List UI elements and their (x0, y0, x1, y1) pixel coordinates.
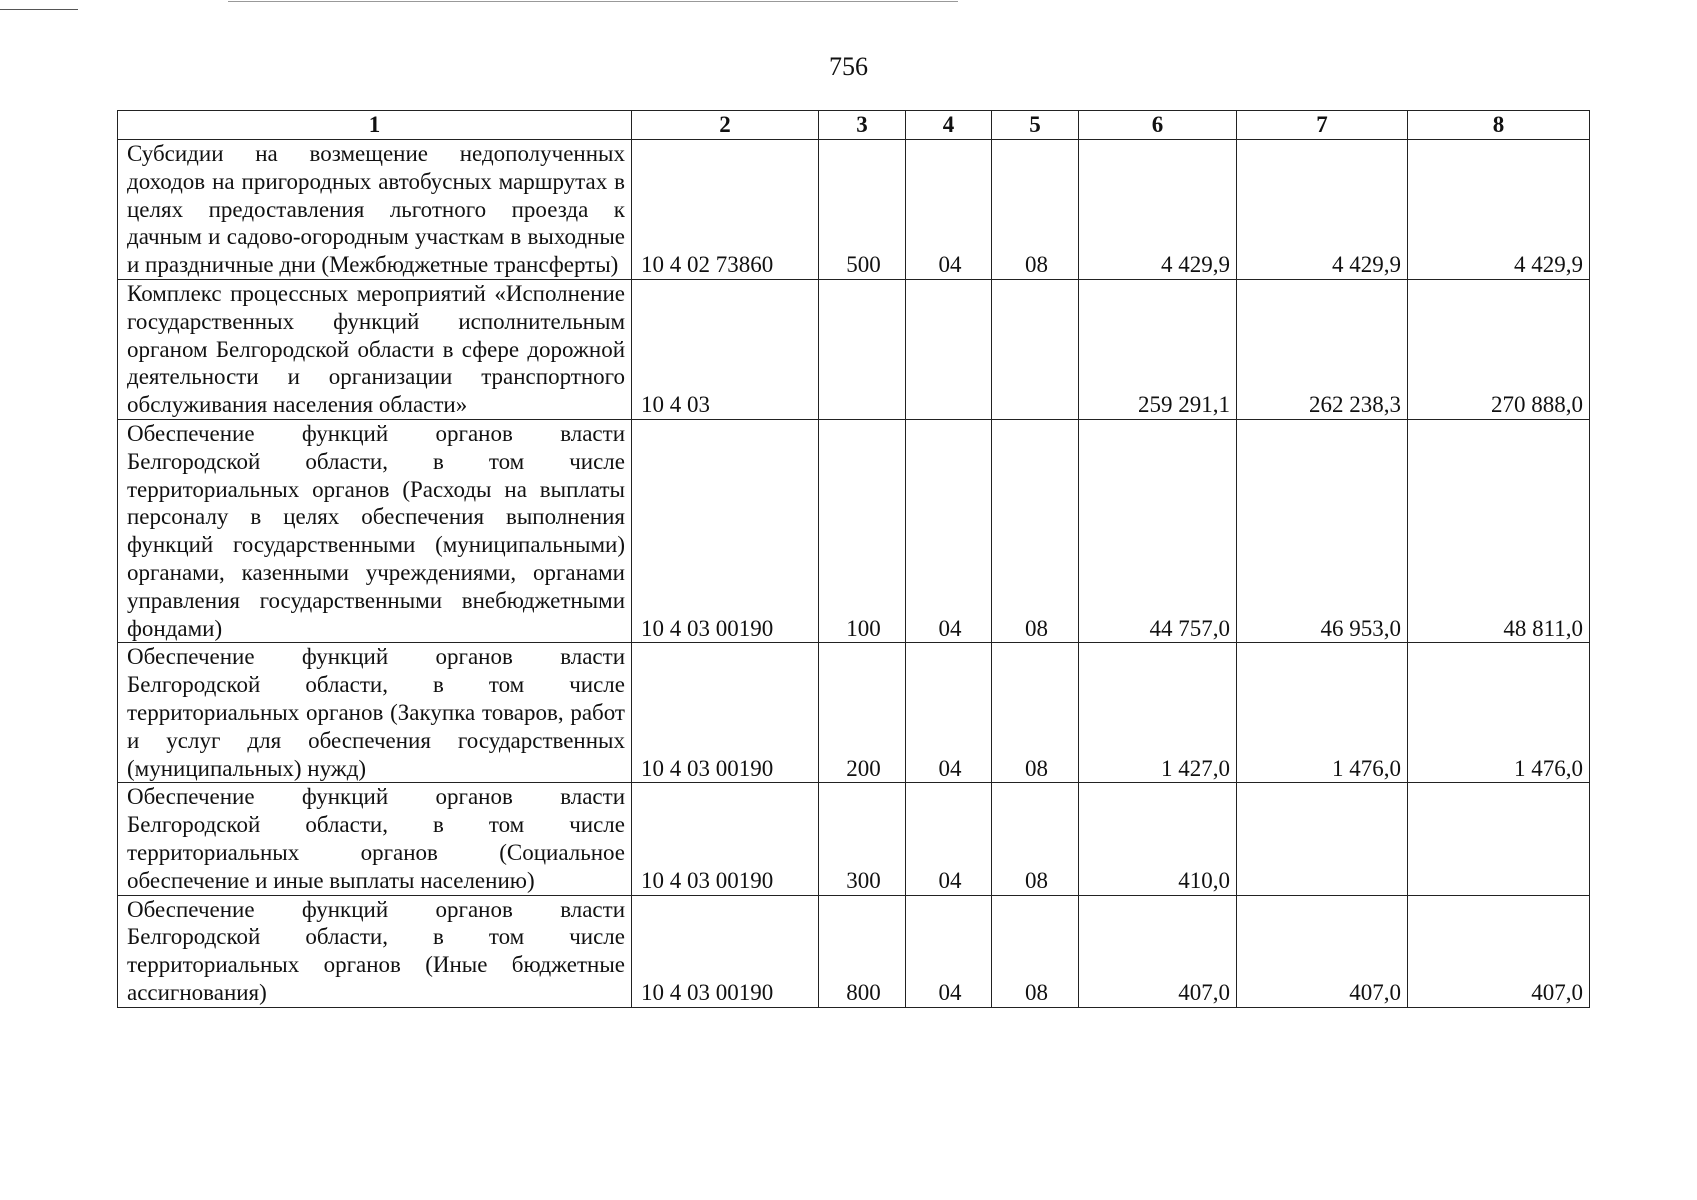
row-col5: 08 (992, 783, 1079, 895)
row-col4: 04 (906, 783, 992, 895)
column-header: 6 (1079, 111, 1237, 140)
row-col6-amount: 259 291,1 (1079, 279, 1237, 419)
column-header: 2 (632, 111, 819, 140)
row-col7-amount (1237, 783, 1408, 895)
row-col5: 08 (992, 140, 1079, 280)
row-target-code: 10 4 03 (632, 279, 819, 419)
page-number: 756 (829, 52, 868, 81)
row-col3: 500 (819, 140, 906, 280)
row-col7-amount: 1 476,0 (1237, 643, 1408, 783)
row-col5: 08 (992, 643, 1079, 783)
row-col6-amount: 407,0 (1079, 895, 1237, 1007)
row-col4: 04 (906, 140, 992, 280)
table-row (118, 140, 1590, 280)
table-row (118, 895, 1590, 1007)
table-row (118, 783, 1590, 895)
table-header-row (118, 111, 1590, 140)
scan-edge-line-center (228, 1, 958, 2)
column-header: 1 (118, 111, 632, 140)
row-col7-amount: 262 238,3 (1237, 279, 1408, 419)
row-description: Обеспечение функций органов власти Белгородской области, в том числе территориальных органов (Иные бюджетные ассигнования) (118, 895, 632, 1007)
row-description: Обеспечение функций органов власти Белгородской области, в том числе территориальных органов (Закупка товаров, работ и услуг для обеспечения государственных (муниципальных) нужд) (118, 643, 632, 783)
row-col6-amount: 1 427,0 (1079, 643, 1237, 783)
row-col7-amount: 46 953,0 (1237, 419, 1408, 642)
row-col4: 04 (906, 643, 992, 783)
row-col7-amount: 407,0 (1237, 895, 1408, 1007)
row-col8-amount (1408, 783, 1590, 895)
row-target-code: 10 4 02 73860 (632, 140, 819, 280)
scan-edge-line-left (0, 9, 78, 10)
table-row (118, 419, 1590, 642)
row-col3: 100 (819, 419, 906, 642)
row-col8-amount: 48 811,0 (1408, 419, 1590, 642)
row-target-code: 10 4 03 00190 (632, 643, 819, 783)
row-col6-amount: 44 757,0 (1079, 419, 1237, 642)
column-header: 4 (906, 111, 992, 140)
row-col6-amount: 4 429,9 (1079, 140, 1237, 280)
row-description: Обеспечение функций органов власти Белгородской области, в том числе территориальных органов (Расходы на выплаты персоналу в целях обеспечения выполнения функций государственными (муниципальными) органами, казенными учреждениями, органами управления государственными внебюджетными фондами) (118, 419, 632, 642)
row-col3: 800 (819, 895, 906, 1007)
row-col3: 300 (819, 783, 906, 895)
row-target-code: 10 4 03 00190 (632, 419, 819, 642)
row-target-code: 10 4 03 00190 (632, 895, 819, 1007)
row-target-code: 10 4 03 00190 (632, 783, 819, 895)
table-row (118, 279, 1590, 419)
row-col5: 08 (992, 895, 1079, 1007)
row-col6-amount: 410,0 (1079, 783, 1237, 895)
row-col5: 08 (992, 419, 1079, 642)
row-col8-amount: 4 429,9 (1408, 140, 1590, 280)
row-col8-amount: 270 888,0 (1408, 279, 1590, 419)
row-col4 (906, 279, 992, 419)
column-header: 7 (1237, 111, 1408, 140)
row-col5 (992, 279, 1079, 419)
row-col7-amount: 4 429,9 (1237, 140, 1408, 280)
row-col8-amount: 1 476,0 (1408, 643, 1590, 783)
row-col3: 200 (819, 643, 906, 783)
column-header: 5 (992, 111, 1079, 140)
row-col4: 04 (906, 895, 992, 1007)
budget-table (117, 110, 1590, 1008)
row-description: Комплекс процессных мероприятий «Исполнение государственных функций исполнительным органом Белгородской области в сфере дорожной деятельности и организации транспортного обслуживания населения области» (118, 279, 632, 419)
table-row (118, 643, 1590, 783)
row-col4: 04 (906, 419, 992, 642)
column-header: 3 (819, 111, 906, 140)
row-description: Субсидии на возмещение недополученных доходов на пригородных автобусных маршрутах в целях предоставления льготного проезда к дачным и садово-огородным участкам в выходные и праздничные дни (Межбюджетные трансферты) (118, 140, 632, 280)
row-description: Обеспечение функций органов власти Белгородской области, в том числе территориальных органов (Социальное обеспечение и иные выплаты населению) (118, 783, 632, 895)
row-col3 (819, 279, 906, 419)
column-header: 8 (1408, 111, 1590, 140)
row-col8-amount: 407,0 (1408, 895, 1590, 1007)
